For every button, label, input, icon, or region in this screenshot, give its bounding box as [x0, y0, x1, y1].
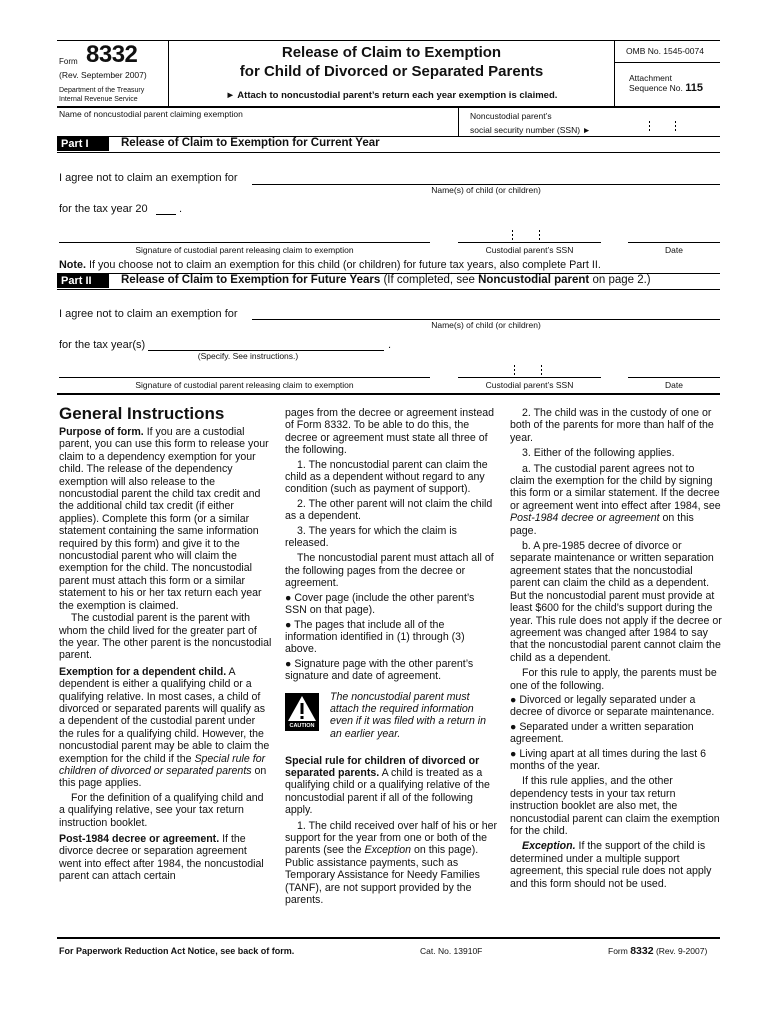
dependent-child-text-end: on this page applies.	[59, 764, 267, 790]
attachment-label1: Attachment	[629, 73, 672, 83]
ssn-label2: social security number (SSN) ►	[470, 125, 591, 135]
part2-title-bold: Noncustodial parent	[478, 274, 590, 286]
sequence-number: 115	[685, 82, 703, 94]
part1-tax-year-period: .	[179, 203, 183, 215]
part2-label: Part II	[57, 274, 109, 288]
instructions-top-rule	[57, 393, 720, 395]
caution-icon	[285, 693, 319, 731]
rule-condition-3a	[510, 463, 722, 537]
rule-condition-1-text: 1. The child received over half of his or her support for the year from one or both of the parents (see the	[285, 819, 498, 857]
purpose-paragraph	[59, 426, 272, 612]
part1-title: Release of Claim to Exemption for Current Year	[121, 137, 380, 149]
exception-text: If the support of the child is determined under a multiple support agreement, this special rule does not apply and this form should not be used.	[510, 840, 712, 890]
special-rule-text: A child is treated as a qualifying child or a qualifying relative of the noncustodial parent if all of the following apply.	[285, 766, 490, 817]
post-1984-heading: Post-1984 decree or agreement.	[59, 833, 220, 845]
part2-title-suffix-a: (If completed, see	[383, 274, 475, 286]
noncustodial-ssn-label	[470, 109, 591, 137]
condition-3a-text-end: on this page.	[510, 512, 694, 537]
post-1984-reference: Post-1984 decree or agreement	[510, 512, 660, 525]
bullet-cover-page: ● Cover page (include the other parent’s SSN on that page).	[285, 591, 475, 617]
rule-condition-3: 3. Either of the following applies.	[522, 447, 675, 460]
omb-rule	[614, 62, 720, 63]
attachment-label2: Sequence No.	[629, 83, 683, 93]
part2-date-field[interactable]	[628, 365, 720, 378]
condition-1: 1. The noncustodial parent can claim the child as a dependent without regard to any condition (such as payment of support).	[285, 458, 488, 496]
rule-condition-3b: b. A pre-1985 decree of divorce or separate maintenance or written separation agreement states that the noncustodial parent can claim the child as a dependent. But the noncustodial parent must provide at least $600 for the child’s support during the year. This rule does not apply if the decree or agreement was changed after 1984 to say that the noncustodial parent cannot claim the child as a dependent.	[510, 540, 722, 664]
part1-ssn-field[interactable]	[458, 230, 601, 243]
post-1984-paragraph	[59, 833, 272, 883]
part1-tax-year-field[interactable]	[156, 203, 176, 215]
caution-text: The noncustodial parent must attach the required information even if it was filed with a return in an earlier year.	[330, 690, 487, 740]
caution-word: CAUTION	[289, 722, 315, 729]
title-line1: Release of Claim to Exemption	[281, 44, 502, 61]
part2-child-name-field[interactable]	[252, 307, 720, 320]
part2-tax-years-period: .	[388, 339, 392, 351]
bullet-living-apart: ● Living apart at all times during the last 6 months of the year.	[510, 747, 707, 772]
footer-form-id	[608, 945, 707, 957]
caution-block	[285, 691, 498, 743]
rule-condition-1	[285, 820, 498, 907]
name-ssn-divider	[458, 107, 459, 137]
ssn-label1: Noncustodial parent’s	[470, 111, 552, 121]
instructions-column-2	[285, 407, 498, 906]
bullet-divorced: ● Divorced or legally separated under a decree of divorce or separate maintenance.	[510, 693, 715, 719]
special-rule-reference: Special rule for children of divorced or separated parents	[59, 752, 266, 777]
qualifying-definition: For the definition of a qualifying child and a qualifying relative, see your tax return instruction booklet.	[59, 791, 264, 829]
part1-child-caption: Name(s) of child (or children)	[431, 185, 541, 195]
footer-form-word: Form	[608, 946, 628, 956]
omb-number: OMB No. 1545-0074	[626, 46, 704, 56]
note	[59, 259, 601, 271]
footer-revision: (Rev. 9-2007)	[655, 946, 708, 956]
noncustodial-name-label: Name of noncustodial parent claiming exemption	[59, 109, 243, 119]
part1-agree-text: I agree not to claim an exemption for	[59, 172, 238, 184]
part2-specify-caption: (Specify. See instructions.)	[197, 351, 299, 361]
parents-status-text: For this rule to apply, the parents must be one of the following.	[510, 667, 717, 692]
dept-line2: Internal Revenue Service	[59, 96, 138, 103]
special-rule-paragraph	[285, 755, 498, 817]
attach-pages-text: The noncustodial parent must attach all of the following pages from the decree or agreement.	[285, 552, 494, 590]
attachment-sequence	[629, 73, 703, 93]
form-number: 8332	[86, 41, 138, 68]
part1-signature-field[interactable]	[59, 230, 430, 243]
footer-rule	[57, 937, 720, 939]
part2-signature-field[interactable]	[59, 365, 430, 378]
instructions-column-3	[510, 407, 722, 890]
part2-title: Release of Claim to Exemption for Future Years	[121, 274, 381, 286]
form-title	[169, 43, 614, 81]
condition-3a-text: a. The custodial parent agrees not to claim the exemption for the child by signing this form or a similar statement. If the decree or agreement went into effect after 1984, see	[510, 462, 721, 512]
instructions-heading: General Instructions	[59, 404, 225, 423]
exception-paragraph	[510, 840, 722, 890]
purpose-heading: Purpose of form.	[59, 426, 144, 438]
form-word: Form	[59, 57, 78, 66]
part2-tax-years-field[interactable]	[148, 339, 384, 351]
noncustodial-ssn-field[interactable]	[612, 112, 720, 136]
condition-2: 2. The other parent will not claim the child as a dependent.	[285, 497, 493, 523]
part2-signature-caption: Signature of custodial parent releasing claim to exemption	[135, 380, 354, 390]
part2-date-caption: Date	[665, 380, 683, 390]
part1-signature-caption: Signature of custodial parent releasing claim to exemption	[135, 245, 354, 255]
dependent-child-text: A dependent is either a qualifying child or a qualifying relative. In most cases, a child of divorced or separated parents will qualify as a dependent of the custodial parent under the rules for a qualifying child. However, the noncustodial parent may be able to claim the exemption for the child if the	[59, 665, 270, 765]
dependent-child-paragraph	[59, 666, 272, 790]
bullet-separated: ● Separated under a written separation agreement.	[510, 720, 694, 746]
rule-condition-1-text-end: on this page). Public assistance payments, such as Temporary Assistance for Needy Families (TANF), are not support provided by the parents.	[285, 844, 480, 906]
attach-note: ► Attach to noncustodial parent’s return each year exemption is claimed.	[225, 90, 558, 101]
special-rule-heading: Special rule for children of divorced or separated parents.	[285, 754, 480, 779]
part2-title-rule	[57, 289, 720, 290]
ssn-separator	[649, 121, 650, 132]
bullet-info-pages: ● The pages that include all of the information identified in (1) through (3) above.	[285, 618, 465, 656]
custodial-definition: The custodial parent is the parent with whom the child lived for the greater part of the year. The other parent is the noncustodial parent.	[59, 612, 272, 662]
instructions-column-1	[59, 426, 272, 883]
dept-line1: Department of the Treasury	[59, 87, 145, 94]
catalog-number: Cat. No. 13910F	[420, 946, 483, 956]
condition-3: 3. The years for which the claim is released.	[285, 524, 457, 550]
header-top-rule	[57, 40, 720, 41]
exception-reference: Exception	[364, 844, 412, 857]
part1-date-field[interactable]	[628, 230, 720, 243]
dependent-child-heading: Exemption for a dependent child.	[59, 665, 227, 678]
part1-label: Part I	[57, 137, 109, 151]
purpose-text: If you are a custodial parent, you can use this form to release your claim to a dependency exemption for your child. The release of the dependency exemption will also release to the noncustodial parent the child tax credit and the additional child tax credit (if either applies). Complete this form (or a similar statement containing the same information required by this form) and give it to the noncustodial parent who will claim the exemption for the child. The noncustodial parent must attach this form or a similar statement to his or her tax return each year the exemption is claimed.	[59, 426, 269, 612]
paperwork-notice: For Paperwork Reduction Act Notice, see back of form.	[59, 946, 295, 956]
part1-ssn-caption: Custodial parent’s SSN	[485, 245, 574, 255]
decree-pages-text: pages from the decree or agreement instead of Form 8332. To be able to do this, the decree or agreement must state all three of the following.	[285, 407, 495, 457]
part1-child-name-field[interactable]	[252, 172, 720, 185]
note-text: If you choose not to claim an exemption for this child (or children) for future tax years, also complete Part II.	[89, 259, 601, 271]
part2-title-suffix-b: on page 2.)	[592, 274, 651, 286]
part1-date-caption: Date	[665, 245, 683, 255]
rule-applies-text: If this rule applies, and the other dependency tests in your tax return instruction booklet are also met, the noncustodial parent can claim the exemption for the child.	[510, 775, 720, 837]
noncustodial-name-field[interactable]	[60, 118, 455, 136]
form-revision: (Rev. September 2007)	[59, 70, 147, 80]
rule-condition-2: 2. The child was in the custody of one or both of the parents for more than half of the year.	[510, 407, 714, 444]
part2-child-caption: Name(s) of child (or children)	[431, 320, 541, 330]
part2-ssn-field[interactable]	[458, 365, 601, 378]
part1-tax-year-text: for the tax year 20	[59, 203, 148, 215]
exception-heading: Exception.	[522, 840, 576, 853]
title-line2: for Child of Divorced or Separated Parents	[239, 63, 544, 80]
footer-form-number: 8332	[630, 945, 654, 957]
part2-agree-text: I agree not to claim an exemption for	[59, 308, 238, 320]
part2-title-line	[121, 274, 651, 286]
note-label: Note.	[59, 259, 86, 271]
part2-ssn-caption: Custodial parent’s SSN	[485, 380, 574, 390]
header-bottom-rule	[57, 106, 720, 108]
post-1984-text: If the divorce decree or separation agreement went into effect after 1984, the noncustodial parent can attach certain	[59, 833, 264, 883]
ssn-separator	[675, 121, 676, 132]
bullet-signature-page: ● Signature page with the other parent’s signature and date of agreement.	[285, 657, 474, 683]
part2-tax-years-text: for the tax year(s)	[59, 339, 146, 351]
header-right-divider	[614, 40, 615, 106]
part1-title-rule	[57, 152, 720, 153]
